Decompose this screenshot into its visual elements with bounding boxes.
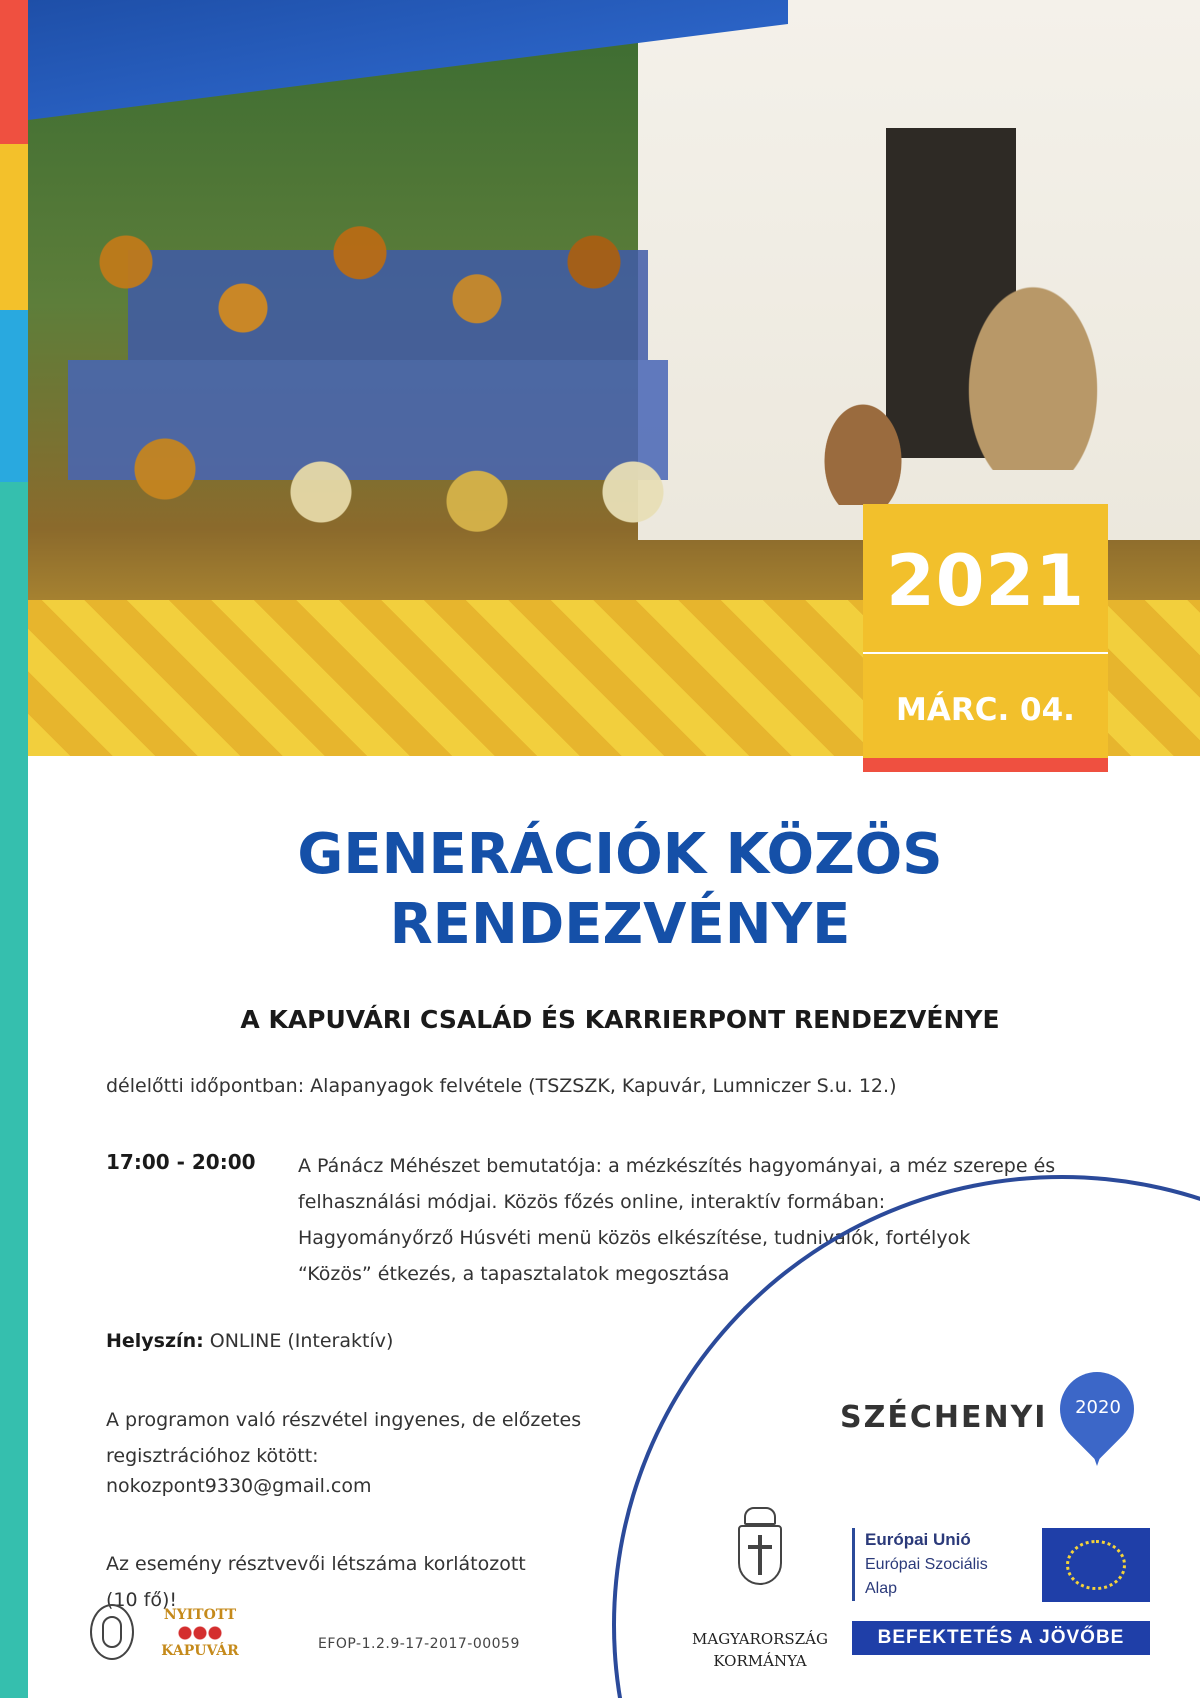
- place-label: Helyszín:: [106, 1330, 204, 1352]
- stripe-teal: [0, 482, 28, 1698]
- szechenyi-logo-text: SZÉCHENYI: [840, 1400, 1048, 1435]
- coat-of-arms-icon: [730, 1505, 790, 1605]
- program-line: felhasználási módjai. Közös főzés online, interaktív formában:: [298, 1191, 886, 1213]
- organization-logo-mark: [102, 1616, 122, 1648]
- people-icon: [170, 1625, 230, 1641]
- nyitott-kapuvar-logo: [146, 1606, 254, 1662]
- place-value: ONLINE (Interaktív): [209, 1330, 394, 1352]
- government-logo-text: [660, 1628, 860, 1672]
- hero-honey-jars: [48, 170, 828, 630]
- program-line: A Pánácz Méhészet bemutatója: a mézkészítés hagyományai, a méz szerepe és: [298, 1155, 1056, 1177]
- szechenyi-year: 2020: [1075, 1397, 1121, 1418]
- date-bar: [863, 758, 1108, 772]
- date-day: MÁRC. 04.: [896, 692, 1075, 728]
- page-title: [140, 820, 1100, 960]
- gov-line: KORMÁNYA: [713, 1652, 807, 1670]
- stripe-red: [0, 0, 28, 144]
- place-info: [106, 1330, 393, 1352]
- program-line: Hagyományőrző Húsvéti menü közös elkészítése, tudnivalók, fortélyok: [298, 1227, 971, 1249]
- cross-icon: [758, 1535, 762, 1575]
- cross-icon: [748, 1545, 772, 1549]
- eu-line: Alap: [865, 1580, 898, 1597]
- title-line-1: GENERÁCIÓK KÖZÖS: [297, 822, 943, 887]
- morning-note: délelőtti időpontban: Alapanyagok felvétele (TSZSZK, Kapuvár, Lumniczer S.u. 12.): [106, 1075, 897, 1097]
- stripe-yellow: [0, 144, 28, 310]
- program-time: 17:00 - 20:00: [106, 1150, 256, 1174]
- eu-title: Európai Unió: [865, 1530, 971, 1549]
- invest-banner: BEFEKTETÉS A JÖVŐBE: [852, 1621, 1150, 1655]
- limit-line: Az esemény résztvevői létszáma korlátozott: [106, 1553, 526, 1575]
- date-divider: [863, 652, 1108, 654]
- page-subtitle: A KAPUVÁRI CSALÁD ÉS KARRIERPONT RENDEZVÉNYE: [240, 1005, 1000, 1034]
- organization-logo-icon: [90, 1604, 134, 1660]
- stripe-blue: [0, 310, 28, 482]
- registration-email[interactable]: nokozpont9330@gmail.com: [106, 1475, 372, 1497]
- date-box: [863, 504, 1108, 772]
- limit-line: (10 fő)!: [106, 1589, 177, 1611]
- registration-line: regisztrációhoz kötött:: [106, 1445, 319, 1467]
- eu-line: Európai Szociális: [865, 1556, 988, 1573]
- date-year: 2021: [886, 540, 1085, 622]
- hero-teddy-bear: [958, 270, 1108, 470]
- eu-logo-text: [852, 1528, 1022, 1601]
- registration-line: A programon való részvétel ingyenes, de előzetes: [106, 1409, 582, 1431]
- project-code: EFOP-1.2.9-17-2017-00059: [318, 1636, 520, 1652]
- registration-info: [106, 1402, 626, 1474]
- crown-icon: [744, 1507, 776, 1525]
- gov-line: MAGYARORSZÁG: [692, 1630, 828, 1648]
- title-line-2: RENDEZVÉNYE: [389, 892, 851, 957]
- hero-teddy-bear: [818, 395, 908, 505]
- nyitott-top: NYITOTT: [163, 1607, 237, 1623]
- program-line: “Közös” étkezés, a tapasztalatok megosztása: [298, 1263, 730, 1285]
- eu-stars-icon: [1066, 1540, 1126, 1590]
- nyitott-bottom: KAPUVÁR: [161, 1643, 239, 1659]
